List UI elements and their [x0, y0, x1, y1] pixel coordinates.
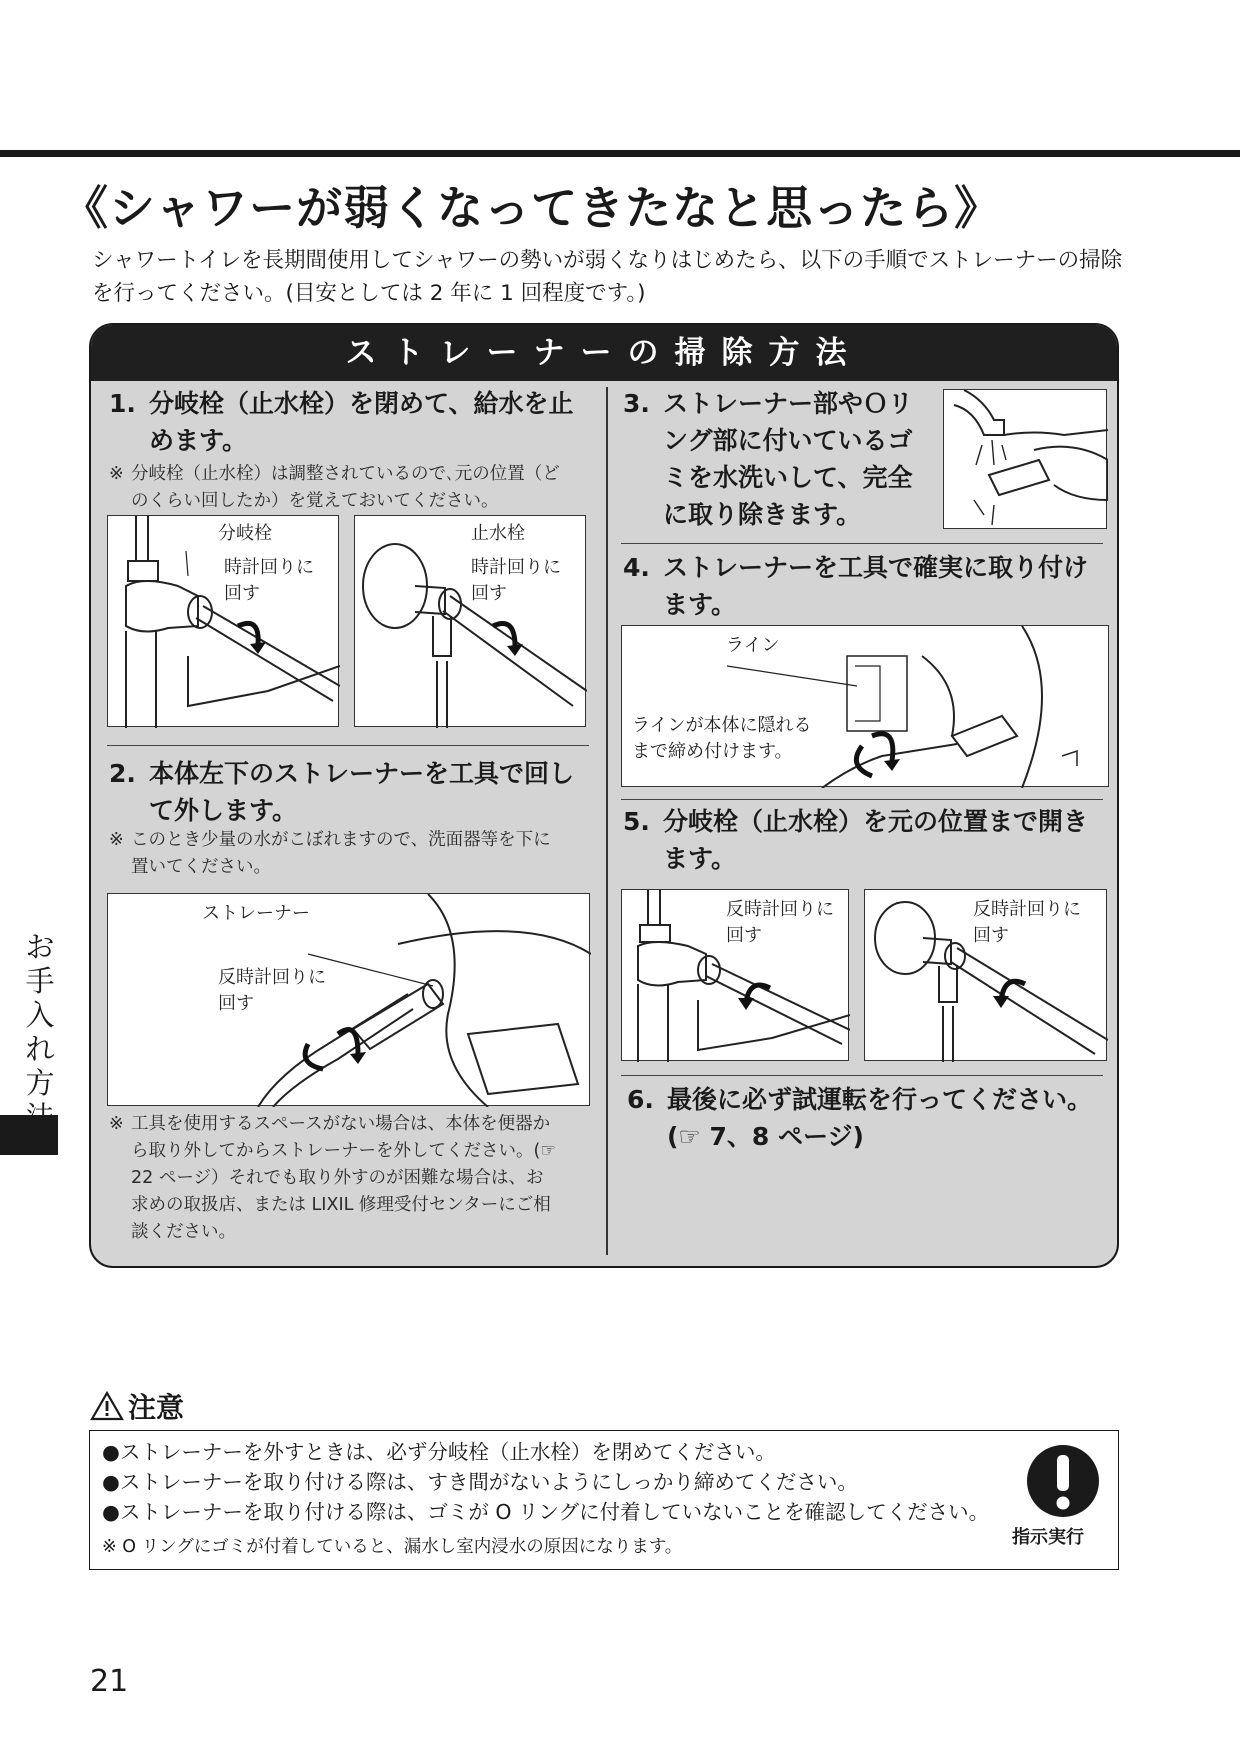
step-separator — [107, 745, 589, 746]
top-rule — [0, 150, 1240, 157]
caution-note: ※ O リングにゴミが付着していると、漏水し室内浸水の原因になります。 — [102, 1537, 683, 1557]
fig-direction: 反時計回りに — [973, 899, 1081, 920]
step-separator — [621, 543, 1103, 544]
step-2-note-2: ※ 工具を使用するスペースがない場合は、本体を便器か ら取り外してからストレーナーを外してください。(☞ 22 ページ）それでも取り外すのが困難な場合は、お 求めの取扱店、または LIXIL 修理受付センターにご相 談ください。 — [109, 1114, 557, 1242]
intro-text: シャワートイレを長期間使用してシャワーの勢いが弱くなりはじめたら、以下の手順でストレーナーの掃除を行ってください。(目安としては 2 年に 1 回程度です。) — [92, 248, 1123, 306]
fig-label-line: ライン — [726, 635, 780, 656]
side-tab-label: お手入れ方 — [25, 930, 55, 1100]
figure-branch-valve-close — [107, 515, 339, 727]
fig-direction: 時計回りに — [471, 557, 561, 578]
figure-strainer-remove — [107, 893, 590, 1106]
fig-direction: 反時計回りに — [726, 899, 834, 920]
caution-item: ●ストレーナーを取り付ける際は、すき間がないようにしっかり締めてください。 — [102, 1470, 858, 1494]
fig-label-branch-valve: 分岐栓 — [218, 523, 272, 544]
warning-triangle-icon — [90, 1391, 124, 1421]
strainer-wash-illustration — [944, 390, 1108, 530]
step-separator — [621, 1075, 1103, 1076]
stop-valve-illustration — [355, 516, 587, 728]
step-separator — [621, 799, 1103, 800]
fig-direction: 時計回りに — [224, 557, 314, 578]
instruction-label: 指示実行 — [1012, 1527, 1084, 1548]
branch-valve-illustration — [108, 516, 340, 728]
step-5: 5. 分岐栓（止水栓）を元の位置まで開き ます。 — [623, 807, 1089, 873]
column-divider — [606, 387, 608, 1255]
caution-item: ●ストレーナーを取り付ける際は、ゴミが O リングに付着していないことを確認してください。 — [102, 1500, 990, 1524]
fig-direction: 反時計回りに — [218, 967, 326, 988]
step-4: 4. ストレーナーを工具で確実に取り付け ます。 — [623, 553, 1089, 619]
fig-direction: 回す — [726, 925, 762, 946]
exclamation-circle-icon — [1025, 1443, 1101, 1519]
step-1: 1. 分岐栓（止水栓）を閉めて、給水を止 めます。 — [109, 389, 574, 455]
step-6: 6. 最後に必ず試運転を行ってください。 (☞ 7、8 ページ) — [627, 1085, 1093, 1151]
fig-direction: 回す — [973, 925, 1009, 946]
fig-label-stop-valve: 止水栓 — [471, 523, 525, 544]
fig-install-note: ラインが本体に隠れる — [632, 715, 812, 736]
cleaning-panel — [89, 323, 1119, 1268]
figure-strainer-wash — [943, 389, 1107, 529]
step-2-note: ※ このとき少量の水がこぼれますので、洗面器等を下に 置いてください。 — [109, 830, 551, 877]
strainer-remove-illustration — [108, 894, 591, 1107]
figure-strainer-install — [621, 625, 1109, 787]
fig-direction: 回す — [224, 583, 260, 604]
fig-install-note: まで締め付けます。 — [632, 741, 793, 762]
step-1-note: ※ 分岐栓（止水栓）は調整されているので､元の位置（ど のくらい回したか）を覚えておいてください。 — [109, 464, 560, 511]
caution-heading: 注意 — [90, 1386, 184, 1426]
step-2: 2. 本体左下のストレーナーを工具で回し て外します。 — [109, 759, 575, 825]
panel-title: ストレーナーの掃除方法 — [91, 325, 1117, 381]
caution-item: ●ストレーナーを外すときは、必ず分岐栓（止水栓）を閉めてください。 — [102, 1440, 776, 1464]
side-tab-marker — [0, 1115, 58, 1155]
fig-label-strainer: ストレーナー — [202, 903, 310, 924]
figure-stop-valve-open — [864, 889, 1107, 1061]
fig-direction: 回す — [471, 583, 507, 604]
fig-direction: 回す — [218, 993, 254, 1014]
page-number: 21 — [90, 1664, 129, 1699]
caution-box — [89, 1430, 1119, 1570]
figure-branch-valve-open — [621, 889, 849, 1061]
step-3: 3. ストレーナー部やＯリ ング部に付いているゴ ミを水洗いして、完全 に取り除きます。 — [623, 389, 914, 529]
figure-stop-valve-close — [354, 515, 586, 727]
page-title: 《シャワーが弱くなってきたなと思ったら》 — [62, 181, 1002, 235]
